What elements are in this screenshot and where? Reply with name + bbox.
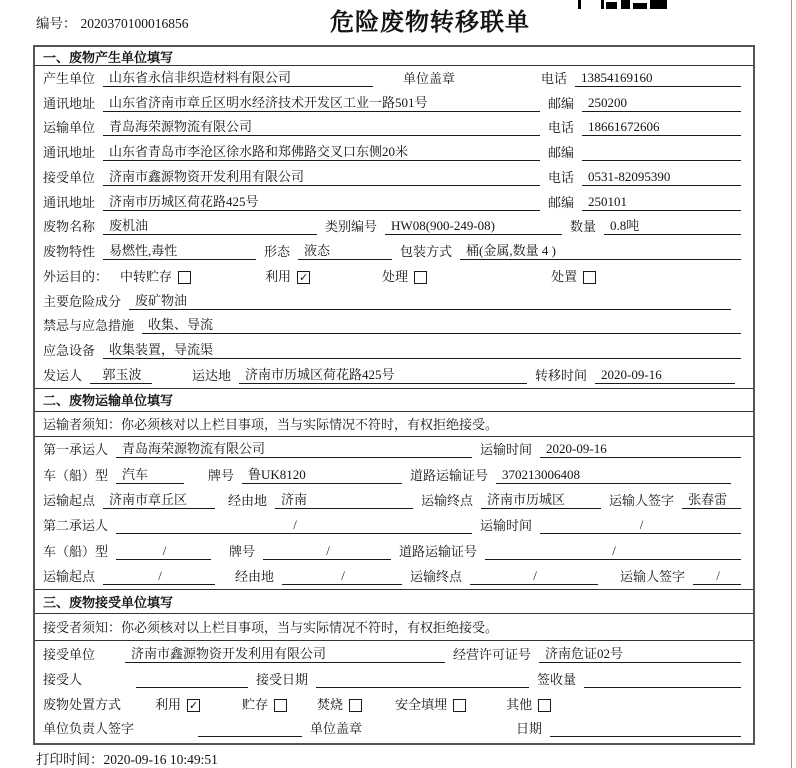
producer-address-label: 通讯地址 bbox=[43, 95, 96, 111]
vehicle2-type-value: / bbox=[116, 543, 211, 560]
route1-via-value: 济南 bbox=[275, 489, 413, 509]
producer-address-value: 山东省济南市章丘区明水经济技术开发区工业一路501号 bbox=[103, 92, 540, 112]
row-hazard-component bbox=[35, 289, 753, 314]
purpose-opt-dispose-label: 处置 bbox=[551, 268, 578, 284]
vehicle2-type-label: 车（船）型 bbox=[43, 543, 109, 559]
sign-date-value bbox=[550, 721, 741, 737]
vehicle1-type-value: 汽车 bbox=[116, 464, 184, 484]
section1-header: 一、废物产生单位填写 bbox=[35, 47, 753, 66]
waste-code-value: HW08(900-249-08) bbox=[385, 218, 562, 235]
row-producer bbox=[35, 66, 753, 91]
purpose-opt-use-label: 利用 bbox=[265, 268, 292, 284]
row-transfer-purpose bbox=[35, 264, 753, 289]
purpose-label: 外运目的： bbox=[43, 268, 109, 284]
transporter-phone-label: 电话 bbox=[548, 120, 575, 136]
unit-seal2-label: 单位盖章 bbox=[310, 720, 363, 736]
row-transporter-address bbox=[35, 140, 753, 165]
disposal-opt-other-label: 其他 bbox=[506, 696, 533, 712]
route1-start-label: 运输起点 bbox=[43, 493, 96, 509]
doc-number-value: 2020370100016856 bbox=[80, 16, 189, 31]
route2-via-label: 经由地 bbox=[235, 569, 275, 585]
disposal-opt-landfill-label: 安全填埋 bbox=[395, 696, 448, 712]
section2-header: 二、废物运输单位填写 bbox=[35, 389, 753, 412]
checkbox-disposal-use: ✓ bbox=[188, 698, 199, 712]
section-producer bbox=[35, 47, 753, 388]
transfer-time-label: 转移时间 bbox=[535, 367, 588, 383]
accept-date-value bbox=[316, 672, 529, 688]
waste-form-value: 液态 bbox=[298, 240, 392, 260]
disposal-method-label: 废物处置方式 bbox=[43, 696, 122, 712]
checkbox-use: ✓ bbox=[298, 270, 309, 284]
receiver-phone-value: 0531-82095390 bbox=[582, 169, 741, 186]
waste-character-value: 易燃性,毒性 bbox=[103, 240, 256, 260]
pack-method-value: 桶(金属,数量 4 ) bbox=[460, 240, 741, 260]
license-label: 经营许可证号 bbox=[453, 646, 532, 662]
doc-number bbox=[36, 12, 189, 32]
waste-qty-value: 0.8吨 bbox=[604, 215, 741, 235]
receiver-zip-label: 邮编 bbox=[548, 194, 575, 210]
taboo-measures-label: 禁忌与应急措施 bbox=[43, 318, 135, 334]
accept-unit-value: 济南市鑫源物资开发利用有限公司 bbox=[125, 643, 445, 663]
vehicle1-permit-value: 370213006408 bbox=[496, 467, 731, 484]
carrier1-label: 第一承运人 bbox=[43, 442, 109, 458]
waste-code-label: 类别编号 bbox=[325, 219, 378, 235]
waste-character-label: 废物特性 bbox=[43, 244, 96, 259]
transporter-zip-label: 邮编 bbox=[548, 145, 575, 160]
checkbox-disposal-burn bbox=[349, 699, 362, 712]
route2-via-value: / bbox=[282, 568, 402, 585]
route1-sign-label: 运输人签字 bbox=[609, 493, 675, 509]
receiver-value: 济南市鑫源物资开发利用有限公司 bbox=[103, 166, 540, 186]
producer-phone-value: 13854169160 bbox=[575, 70, 741, 87]
row-receive-notice bbox=[35, 614, 753, 641]
route1-via-label: 经由地 bbox=[228, 493, 268, 509]
hazard-component-label: 主要危险成分 bbox=[43, 293, 122, 309]
checkbox-disposal-landfill bbox=[453, 699, 466, 712]
receiver-address-value: 济南市历城区荷花路425号 bbox=[103, 191, 540, 211]
route1-start-value: 济南市章丘区 bbox=[103, 489, 215, 509]
print-time-value: 2020-09-16 10:49:51 bbox=[103, 752, 218, 767]
vehicle2-plate-value: / bbox=[263, 543, 391, 560]
destination-value: 济南市历城区荷花路425号 bbox=[239, 364, 527, 384]
route2-end-label: 运输终点 bbox=[410, 569, 463, 585]
vehicle2-plate-label: 牌号 bbox=[229, 543, 256, 559]
destination-label: 运达地 bbox=[192, 367, 232, 383]
row-producer-address bbox=[35, 91, 753, 116]
checkbox-disposal-store bbox=[274, 699, 287, 712]
accept-person-label: 接受人 bbox=[43, 671, 83, 687]
vehicle1-permit-label: 道路运输证号 bbox=[410, 467, 489, 483]
waste-name-label: 废物名称 bbox=[43, 219, 96, 235]
page-title: 危险废物转移联单 bbox=[330, 9, 530, 36]
route2-sign-label: 运输人签字 bbox=[620, 569, 686, 585]
row-dispatch bbox=[35, 363, 753, 388]
route2-start-value: / bbox=[103, 568, 215, 585]
hazard-component-value: 废矿物油 bbox=[129, 290, 731, 310]
producer-phone-label: 电话 bbox=[541, 70, 568, 86]
transporter-label: 运输单位 bbox=[43, 120, 96, 136]
vehicle2-permit-label: 道路运输证号 bbox=[399, 543, 478, 559]
license-value: 济南危证02号 bbox=[539, 643, 741, 663]
transfer-time-value: 2020-09-16 bbox=[595, 367, 735, 384]
section-receive bbox=[35, 589, 753, 741]
checkbox-dispose bbox=[583, 271, 596, 284]
transporter-address-label: 通讯地址 bbox=[43, 145, 96, 160]
purpose-opt-storage-label: 中转贮存 bbox=[120, 268, 173, 284]
disposal-opt-store-label: 贮存 bbox=[242, 696, 269, 712]
print-time-label: 打印时间： bbox=[36, 752, 104, 767]
row-carrier2 bbox=[35, 513, 753, 538]
row-disposal-method bbox=[35, 692, 753, 717]
receiver-phone-label: 电话 bbox=[548, 169, 575, 185]
emergency-equipment-label: 应急设备 bbox=[43, 343, 96, 358]
checkbox-treat bbox=[414, 271, 427, 284]
waste-form-label: 形态 bbox=[264, 244, 291, 259]
responsible-sign-label: 单位负责人签字 bbox=[43, 720, 135, 736]
print-time bbox=[36, 748, 218, 768]
accept-date-label: 接受日期 bbox=[256, 671, 309, 687]
route1-end-label: 运输终点 bbox=[421, 493, 474, 509]
row-vehicle1 bbox=[35, 462, 753, 487]
vehicle1-plate-value: 鲁UK8120 bbox=[242, 464, 402, 484]
route1-sign-value: 张春雷 bbox=[682, 489, 741, 509]
route2-sign-value: / bbox=[693, 568, 741, 585]
row-transport-notice bbox=[35, 412, 753, 437]
qr-code-icon bbox=[578, 0, 670, 9]
dispatcher-value: 郭玉波 bbox=[90, 364, 152, 384]
transporter-zip-value bbox=[582, 145, 741, 161]
row-waste-name bbox=[35, 215, 753, 240]
receiver-label: 接受单位 bbox=[43, 169, 96, 185]
receive-notice-text: 接受者须知：你必须核对以上栏目事项，当与实际情况不符时，有权拒绝接受。 bbox=[43, 620, 499, 636]
responsible-sign-value bbox=[198, 721, 302, 737]
producer-zip-label: 邮编 bbox=[548, 95, 575, 111]
page-edge-line bbox=[791, 0, 792, 768]
sign-qty-label: 签收量 bbox=[537, 671, 577, 687]
producer-label: 产生单位 bbox=[43, 70, 96, 86]
row-route2 bbox=[35, 564, 753, 589]
row-taboo-measures bbox=[35, 314, 753, 339]
row-waste-character bbox=[35, 239, 753, 264]
receiver-address-label: 通讯地址 bbox=[43, 194, 96, 210]
section3-header: 三、废物接受单位填写 bbox=[35, 590, 753, 614]
unit-seal-label: 单位盖章 bbox=[403, 70, 456, 86]
waste-name-value: 废机油 bbox=[103, 215, 317, 235]
carrier1-time-value: 2020-09-16 bbox=[540, 441, 741, 458]
carrier1-time-label: 运输时间 bbox=[480, 442, 533, 458]
vehicle2-permit-value: / bbox=[485, 543, 741, 560]
pack-method-label: 包装方式 bbox=[400, 244, 453, 259]
row-vehicle2 bbox=[35, 538, 753, 563]
row-emergency-equipment bbox=[35, 338, 753, 363]
carrier2-time-label: 运输时间 bbox=[480, 518, 533, 534]
row-route1 bbox=[35, 488, 753, 513]
route1-end-value: 济南市历城区 bbox=[481, 489, 601, 509]
taboo-measures-value: 收集、导流 bbox=[142, 314, 741, 334]
checkbox-storage bbox=[178, 271, 191, 284]
producer-value: 山东省永信非织造材料有限公司 bbox=[103, 67, 373, 87]
row-accept-unit bbox=[35, 641, 753, 667]
transporter-phone-value: 18661672606 bbox=[582, 119, 741, 136]
vehicle1-type-label: 车（船）型 bbox=[43, 467, 109, 483]
disposal-opt-use-label: 利用 bbox=[155, 696, 182, 712]
purpose-opt-treat-label: 处理 bbox=[382, 268, 409, 284]
waste-qty-label: 数量 bbox=[570, 219, 597, 235]
route2-start-label: 运输起点 bbox=[43, 569, 96, 585]
route2-end-value: / bbox=[470, 568, 598, 585]
vehicle1-plate-label: 牌号 bbox=[208, 467, 235, 483]
transport-notice-text: 运输者须知：你必须核对以上栏目事项，当与实际情况不符时，有权拒绝接受。 bbox=[43, 417, 499, 433]
accept-unit-label: 接受单位 bbox=[43, 646, 96, 662]
row-transporter bbox=[35, 116, 753, 141]
sign-qty-value bbox=[584, 672, 741, 688]
carrier2-label: 第二承运人 bbox=[43, 518, 109, 534]
carrier1-value: 青岛海荣源物流有限公司 bbox=[116, 438, 472, 458]
transporter-value: 青岛海荣源物流有限公司 bbox=[103, 116, 540, 136]
disposal-opt-burn-label: 焚烧 bbox=[317, 696, 344, 712]
receiver-zip-value: 250101 bbox=[582, 194, 741, 211]
row-receiver bbox=[35, 165, 753, 190]
row-responsible-sign bbox=[35, 717, 753, 741]
row-carrier1 bbox=[35, 437, 753, 462]
carrier2-value: / bbox=[116, 517, 472, 534]
row-accept-person bbox=[35, 667, 753, 692]
dispatcher-label: 发运人 bbox=[43, 367, 83, 383]
manifest-form bbox=[33, 45, 755, 745]
emergency-equipment-value: 收集装置，导流渠 bbox=[103, 339, 741, 359]
row-receiver-address bbox=[35, 190, 753, 215]
checkbox-disposal-other bbox=[538, 699, 551, 712]
carrier2-time-value: / bbox=[540, 517, 741, 534]
accept-person-value bbox=[136, 672, 248, 688]
section-transport bbox=[35, 388, 753, 589]
doc-number-label: 编号： bbox=[36, 16, 77, 31]
sign-date-label: 日期 bbox=[516, 720, 543, 736]
producer-zip-value: 250200 bbox=[582, 95, 741, 112]
transporter-address-value: 山东省青岛市李沧区徐水路和郑佛路交叉口东侧20米 bbox=[103, 141, 540, 161]
